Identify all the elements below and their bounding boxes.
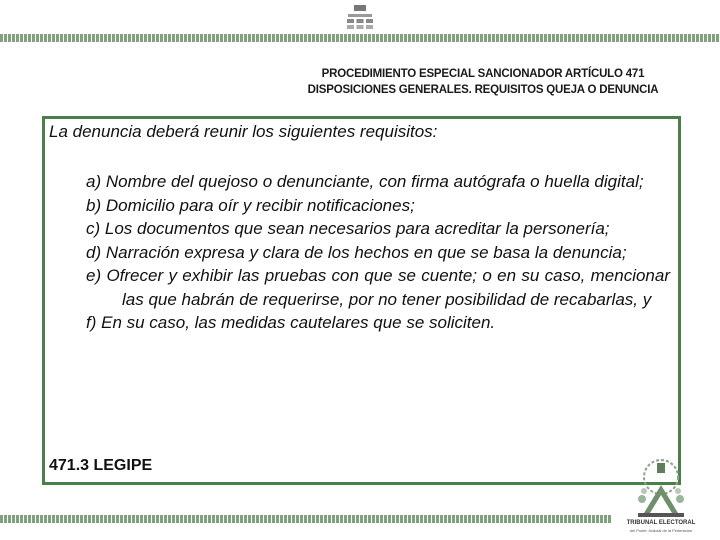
bottom-decorative-stripes [0,515,612,523]
tribunal-electoral-seal-icon [630,455,692,520]
org-chart-icon [345,4,375,30]
list-item: b) Domicilio para oír y recibir notificaciones; [86,195,415,215]
top-decorative-stripes [0,34,720,42]
header-line-2: DISPOSICIONES GENERALES. REQUISITOS QUEJA O DENUNCIA [307,84,659,96]
slide-header [240,66,720,98]
seal-subtitle: del Poder Judicial de la Federación [629,528,693,533]
requirements-list [86,170,670,335]
top-bar [0,0,720,34]
list-item: e) Ofrecer y exhibir las pruebas con que se cuente; o en su caso, mencionar las que habrán de requerirse, por no tener posibilidad de recabarlas, y [86,266,670,309]
seal-name: TRIBUNAL ELECTORAL [626,520,696,526]
list-item: f) En su caso, las medidas cautelares que se soliciten. [86,313,496,332]
list-item: a) Nombre del quejoso o denunciante, con firma autógrafa o huella digital; [86,172,644,191]
list-item: d) Narración expresa y clara de los hechos en que se basa la denuncia; [86,242,627,262]
legal-reference: 471.3 LEGIPE [49,457,153,474]
header-line-1: PROCEDIMIENTO ESPECIAL SANCIONADOR ARTÍCULO 471 [321,68,645,80]
list-item: c) Los documentos que sean necesarios para acreditar la personería; [86,219,610,238]
intro-text: La denuncia deberá reunir los siguientes requisitos: [49,122,438,141]
